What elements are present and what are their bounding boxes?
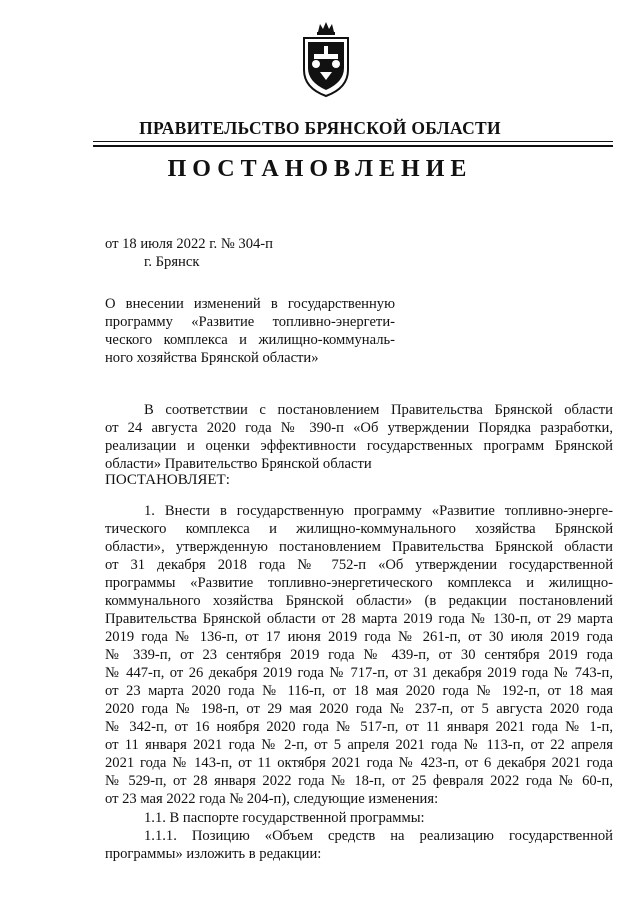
preamble-line: реализации и оценки эффективности государственных программ Брянской [105, 438, 613, 454]
item-line: № 339-п, от 23 сентября 2019 года № 439-п, от 30 сентября 2019 года [105, 647, 613, 663]
item-line: 2021 года № 143-п, от 11 октября 2021 года № 423-п, от 6 декабря 2021 года [105, 755, 613, 771]
item-line: Правительства Брянской области от 28 марта 2019 года № 130-п, от 29 марта [105, 611, 613, 627]
header-rule-thick [93, 145, 613, 147]
item-line: области», утвержденную постановлением Правительства Брянской области [105, 539, 613, 555]
subitem-1-1: 1.1. В паспорте государственной программы: [144, 810, 425, 826]
date-number: от 18 июля 2022 г. № 304-п [105, 236, 273, 252]
government-title: ПРАВИТЕЛЬСТВО БРЯНСКОЙ ОБЛАСТИ [139, 118, 501, 138]
item-line: от 23 мая 2022 года № 204-п), следующие изменения: [105, 791, 439, 807]
document-type: ПОСТАНОВЛЕНИЕ [167, 156, 473, 182]
resolves-heading: ПОСТАНОВЛЯЕТ: [105, 472, 230, 488]
preamble-line: В соответствии с постановлением Правительства Брянской области [144, 402, 613, 418]
item-line: от 31 декабря 2018 года № 752-п «Об утверждении государственной [105, 557, 613, 573]
item-line: программы «Развитие топливно-энергетического комплекса и жилищно- [105, 575, 613, 591]
item-line: 2019 года № 136-п, от 17 июня 2019 года № 261-п, от 30 июля 2019 года [105, 629, 613, 645]
subitem-1-1-1-line: 1.1.1. Позицию «Объем средств на реализацию государственной [144, 828, 613, 844]
item-line: коммунального хозяйства Брянской области» (в редакции постановлений [105, 593, 613, 609]
city: г. Брянск [144, 254, 200, 270]
item-line: № 529-п, от 28 января 2022 года № 18-п, от 25 февраля 2022 года № 60-п, [105, 773, 613, 789]
preamble-line: от 24 августа 2020 года № 390-п «Об утверждении Порядка разработки, [105, 420, 613, 436]
preamble-line: области» Правительство Брянской области [105, 456, 372, 472]
subject-line: ческого комплекса и жилищно-коммуналь- [105, 332, 395, 348]
subject-line: О внесении изменений в государственную [105, 296, 395, 312]
header-rule-thin [93, 141, 613, 142]
item-line: № 447-п, от 26 декабря 2019 года № 717-п, от 31 декабря 2019 года № 743-п, [105, 665, 613, 681]
item-line: № 342-п, от 16 ноября 2020 года № 517-п, от 11 января 2021 года № 1-п, [105, 719, 613, 735]
item-line: 1. Внести в государственную программу «Развитие топливно-энерге- [144, 503, 613, 519]
subject-line: ного хозяйства Брянской области» [105, 350, 319, 366]
bryansk-oblast-coat-of-arms-icon [298, 20, 354, 100]
item-line: 2020 года № 198-п, от 29 мая 2020 года № 237-п, от 5 августа 2020 года [105, 701, 613, 717]
subitem-1-1-1-line: программы» изложить в редакции: [105, 846, 322, 862]
subject-line: программу «Развитие топливно-энергети- [105, 314, 395, 330]
item-line: от 23 марта 2020 года № 116-п, от 18 мая 2020 года № 192-п, от 18 мая [105, 683, 613, 699]
item-line: от 11 января 2021 года № 2-п, от 5 апреля 2021 года № 113-п, от 22 апреля [105, 737, 613, 753]
item-line: тического комплекса и жилищно-коммунального хозяйства Брянской [105, 521, 613, 537]
